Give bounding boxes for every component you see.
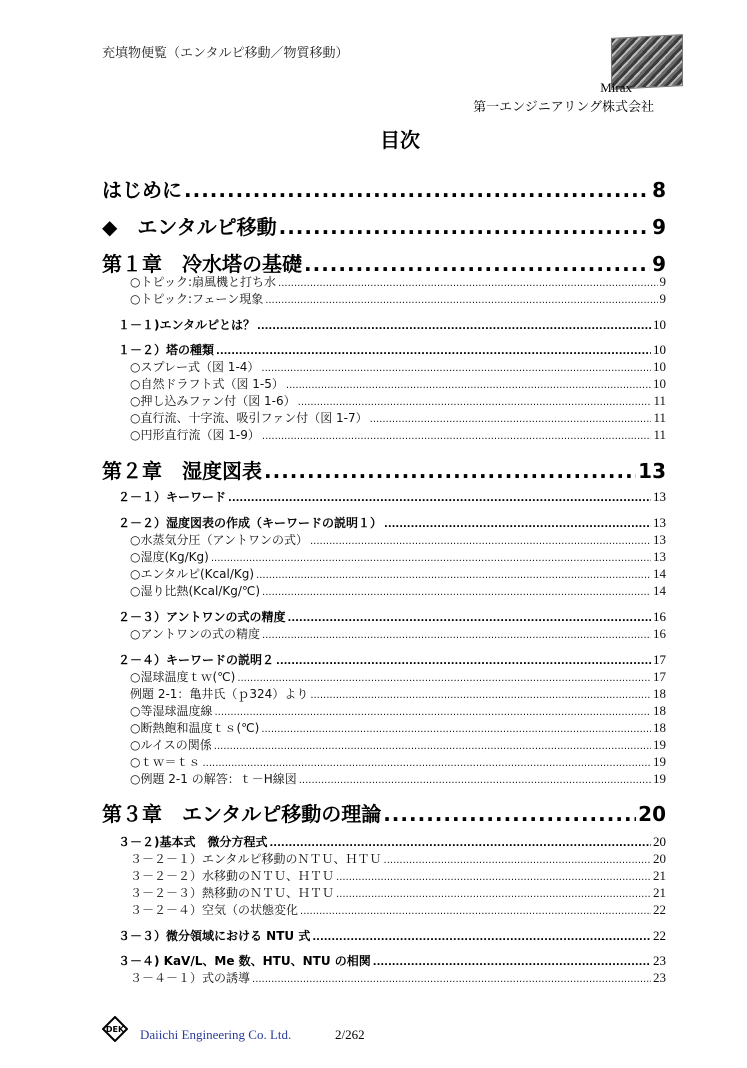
toc-entry[interactable] xyxy=(102,685,666,702)
toc-dot-leader xyxy=(288,613,651,624)
toc-entry-title: ２－４）キーワードの説明２ xyxy=(118,653,275,667)
toc-entry[interactable] xyxy=(102,867,666,884)
toc-entry[interactable] xyxy=(102,753,666,770)
toc-entry-title: ○例題 2-1 の解答：ｔ－H線図 xyxy=(130,772,297,786)
toc-entry-title: ○トピック:扇風機と打ち水 xyxy=(130,275,277,289)
toc-dot-leader xyxy=(310,690,651,701)
toc-entry-title: ○湿球温度ｔｗ(℃) xyxy=(130,670,236,684)
toc-entry-title: ○直行流、十字流、吸引ファン付（図 1-7） xyxy=(130,411,368,425)
toc-entry[interactable] xyxy=(102,455,666,484)
toc-dot-leader xyxy=(276,656,651,667)
toc-entry[interactable] xyxy=(102,409,666,426)
toc-entry[interactable] xyxy=(102,702,666,719)
toc-entry[interactable] xyxy=(102,531,666,548)
toc-entry[interactable] xyxy=(102,884,666,901)
toc-entry-page: 11 xyxy=(653,393,666,408)
toc-entry-page: 13 xyxy=(653,549,666,564)
toc-dot-leader xyxy=(312,932,651,943)
toc-entry-page: 16 xyxy=(653,626,666,641)
toc-entry-title: ○エンタルピ(Kcal/Kg) xyxy=(130,567,255,581)
toc-entry-page: 13 xyxy=(638,459,666,483)
toc-dot-leader xyxy=(384,519,651,530)
toc-entry[interactable] xyxy=(102,608,666,625)
toc-entry-page: 17 xyxy=(653,669,666,684)
toc-entry[interactable] xyxy=(102,375,666,392)
toc-entry-title: 第１章 冷水塔の基礎 xyxy=(102,252,302,276)
toc-dot-leader xyxy=(310,536,651,547)
toc-entry-title: ○断熱飽和温度ｔｓ(℃) xyxy=(130,721,260,735)
toc-entry-title: はじめに xyxy=(102,178,182,202)
toc-dot-leader xyxy=(299,775,651,786)
toc-entry-title: ３－２－１）エンタルピ移動のＮＴＵ、ＨＴＵ xyxy=(130,852,382,866)
dek-logo-text: DEK xyxy=(105,1025,125,1034)
toc-entry-page: 9 xyxy=(659,291,666,306)
toc-entry-page: 22 xyxy=(653,928,666,943)
toc-entry-page: 18 xyxy=(653,686,666,701)
toc-entry[interactable] xyxy=(102,798,666,827)
toc-entry-page: 11 xyxy=(653,410,666,425)
toc-dot-leader xyxy=(262,431,652,442)
toc-entry[interactable] xyxy=(102,625,666,642)
toc-entry-title: 例題 2-1：亀井氏（ｐ324）より xyxy=(130,687,309,701)
toc-entry-page: 20 xyxy=(653,834,666,849)
toc-entry[interactable] xyxy=(102,736,666,753)
toc-dot-leader xyxy=(261,363,651,374)
toc-dot-leader xyxy=(252,974,651,985)
toc-entry-title: ○ルイスの関係 xyxy=(130,738,212,752)
toc-entry[interactable] xyxy=(102,770,666,787)
toc-entry-title: ２－３）アントワンの式の精度 xyxy=(118,610,286,624)
toc-entry-title: １－２）塔の種類 xyxy=(118,343,215,357)
toc-entry-title: ○押し込みファン付（図 1-6） xyxy=(130,394,296,408)
toc-entry-page: 14 xyxy=(653,566,666,581)
toc-entry[interactable] xyxy=(102,651,666,668)
toc-entry[interactable] xyxy=(102,582,666,599)
toc-entry[interactable] xyxy=(102,952,666,969)
toc-entry-title: ３－４) KaV/L、Me 数、HTU、NTU の相関 xyxy=(118,954,371,968)
toc-entry-title: ３－２－２）水移動のＮＴＵ、ＨＴＵ xyxy=(130,869,335,883)
toc-entry[interactable] xyxy=(102,488,666,505)
toc-entry-title: １－１)エンタルピとは？ xyxy=(118,318,256,332)
toc-entry-title: ○ｔｗ＝ｔｓ xyxy=(130,755,201,769)
toc-dot-leader xyxy=(384,855,651,866)
toc-entry[interactable] xyxy=(102,850,666,867)
toc-entry-page: 18 xyxy=(653,703,666,718)
toc-entry-page: 19 xyxy=(653,771,666,786)
toc-entry-title: ○アントワンの式の精度 xyxy=(130,627,260,641)
toc-entry-page: 9 xyxy=(659,274,666,289)
toc-entry[interactable] xyxy=(102,565,666,582)
header-company: 第一エンジニアリング株式会社 xyxy=(473,100,654,115)
toc-dot-leader xyxy=(264,459,636,483)
toc-entry[interactable] xyxy=(102,833,666,850)
toc-entry-title: 第２章 湿度図表 xyxy=(102,459,262,483)
toc-entry-page: 8 xyxy=(652,178,666,202)
toc-entry-page: 9 xyxy=(652,215,666,239)
toc-dot-leader xyxy=(216,346,651,357)
toc-entry-title: ○トピック:フェーン現象 xyxy=(130,292,264,306)
toc-entry[interactable] xyxy=(102,174,666,203)
toc-entry-title: ２－２）湿度図表の作成（キーワードの説明１） xyxy=(118,516,383,530)
toc-dot-leader xyxy=(211,553,651,564)
toc-title: 目次 xyxy=(380,128,420,152)
toc-dot-leader xyxy=(228,493,651,504)
toc-entry-title: ２－１）キーワード xyxy=(118,490,227,504)
toc-entry-page: 21 xyxy=(653,868,666,883)
toc-entry[interactable] xyxy=(102,358,666,375)
toc-entry-title: ○円形直行流（図 1-9） xyxy=(130,428,260,442)
toc-entry-page: 10 xyxy=(653,376,666,391)
dek-logo-icon xyxy=(102,1016,128,1042)
toc-dot-leader xyxy=(214,741,651,752)
toc-entry-page: 18 xyxy=(653,720,666,735)
toc-entry-page: 9 xyxy=(652,252,666,276)
toc-entry-page: 22 xyxy=(653,902,666,917)
toc-dot-leader xyxy=(336,872,651,883)
toc-entry-page: 16 xyxy=(653,609,666,624)
toc-entry-title: ◆ エンタルピ移動 xyxy=(102,215,277,239)
toc-entry-page: 13 xyxy=(653,489,666,504)
toc-entry-page: 11 xyxy=(653,427,666,442)
footer-company: Daiichi Engineering Co. Ltd. xyxy=(140,1027,292,1042)
toc-entry-title: ３－３）微分領域における NTU 式 xyxy=(118,929,311,943)
toc-entry[interactable] xyxy=(102,290,666,307)
toc-dot-leader xyxy=(300,906,651,917)
toc-entry-page: 20 xyxy=(653,851,666,866)
toc-dot-leader xyxy=(237,673,651,684)
toc-entry-page: 20 xyxy=(638,802,666,826)
header-product: Mirax xyxy=(600,80,632,95)
toc-entry-page: 19 xyxy=(653,754,666,769)
toc-entry-title: ○水蒸気分圧（アントワンの式） xyxy=(130,533,308,547)
toc-entry-page: 13 xyxy=(653,532,666,547)
toc-entry[interactable] xyxy=(102,341,666,358)
toc-dot-leader xyxy=(270,838,652,849)
toc-dot-leader xyxy=(214,707,651,718)
toc-dot-leader xyxy=(265,295,657,306)
toc-entry[interactable] xyxy=(102,273,666,290)
header-book-title: 充填物便覧（エンタルピ移動／物質移動） xyxy=(102,46,349,61)
toc-entry[interactable] xyxy=(102,426,666,443)
toc-dot-leader xyxy=(286,380,651,391)
toc-entry[interactable] xyxy=(102,211,666,240)
toc-dot-leader xyxy=(256,570,651,581)
toc-entry-title: ３－４－１）式の誘導 xyxy=(130,971,251,985)
toc-entry-page: 13 xyxy=(653,515,666,530)
toc-entry-title: ３－２－４）空気（の状態変化 xyxy=(130,903,299,917)
toc-entry-title: ○スプレー式（図 1-4） xyxy=(130,360,260,374)
toc-entry-page: 10 xyxy=(653,359,666,374)
toc-dot-leader xyxy=(184,178,650,202)
toc-entry-page: 10 xyxy=(653,342,666,357)
toc-dot-leader xyxy=(278,278,657,289)
toc-entry-page: 17 xyxy=(653,652,666,667)
toc-dot-leader xyxy=(257,321,651,332)
toc-entry[interactable] xyxy=(102,514,666,531)
toc-dot-leader xyxy=(383,802,636,826)
toc-entry-title: ○等湿球温度線 xyxy=(130,704,213,718)
toc-entry-title: ○湿り比熱(Kcal/Kg/℃) xyxy=(130,584,261,598)
toc-dot-leader xyxy=(279,215,650,239)
toc-entry-title: ３－２－３）熱移動のＮＴＵ、ＨＴＵ xyxy=(130,886,335,900)
toc-entry-title: ○自然ドラフト式（図 1-5） xyxy=(130,377,284,391)
toc-entry-page: 10 xyxy=(653,317,666,332)
toc-dot-leader xyxy=(373,957,651,968)
toc-dot-leader xyxy=(370,414,652,425)
toc-dot-leader xyxy=(262,587,651,598)
toc-dot-leader xyxy=(298,397,652,408)
toc-entry-title: ３－２)基本式 微分方程式 xyxy=(118,835,268,849)
toc-entry-page: 21 xyxy=(653,885,666,900)
toc-entry[interactable] xyxy=(102,668,666,685)
toc-entry[interactable] xyxy=(102,969,666,986)
toc-entry-page: 23 xyxy=(653,953,666,968)
toc-entry[interactable] xyxy=(102,927,666,944)
toc-entry-page: 23 xyxy=(653,970,666,985)
footer-page-number: 2/262 xyxy=(335,1027,365,1042)
toc-entry[interactable] xyxy=(102,901,666,918)
toc-entry[interactable] xyxy=(102,316,666,333)
toc-entry-title: ○湿度(Kg/Kg) xyxy=(130,550,209,564)
toc-entry[interactable] xyxy=(102,548,666,565)
toc-dot-leader xyxy=(261,724,651,735)
toc-dot-leader xyxy=(202,758,651,769)
toc-entry-title: 第３章 エンタルピ移動の理論 xyxy=(102,802,382,826)
toc-entry-page: 19 xyxy=(653,737,666,752)
toc-dot-leader xyxy=(336,889,651,900)
toc-entry[interactable] xyxy=(102,719,666,736)
toc-dot-leader xyxy=(262,630,651,641)
toc-entry[interactable] xyxy=(102,392,666,409)
toc-entry-page: 14 xyxy=(653,583,666,598)
